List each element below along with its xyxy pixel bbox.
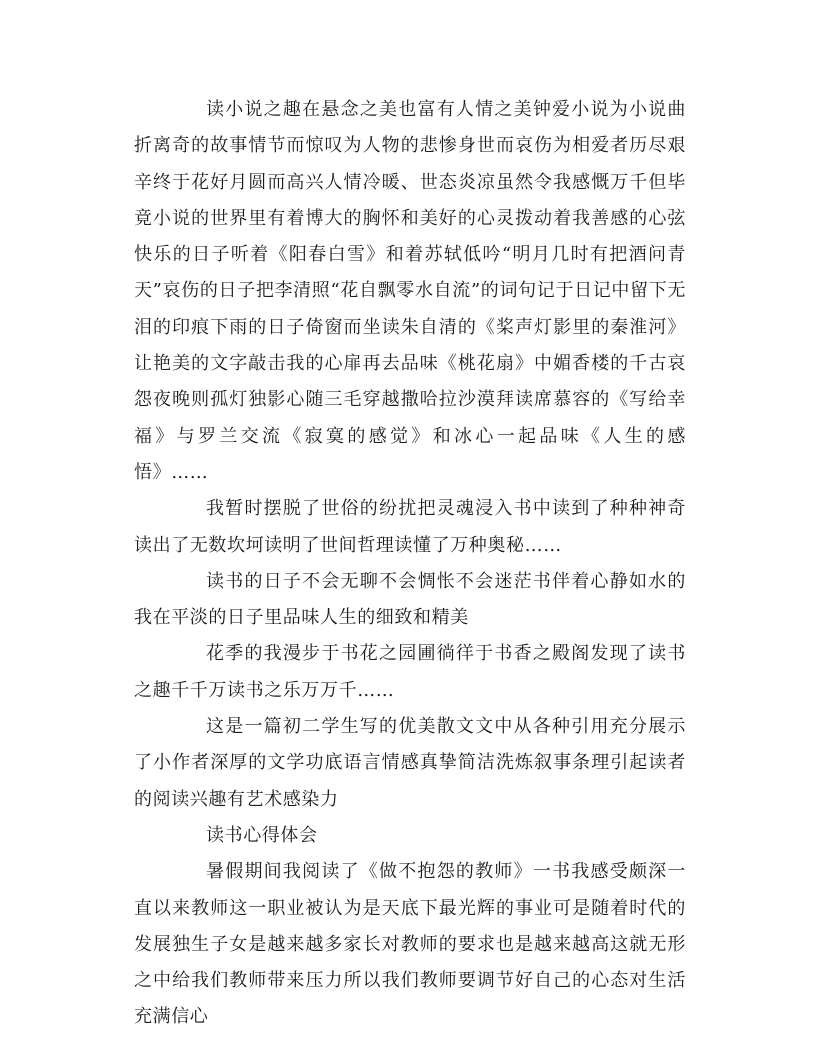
paragraph-reading-days: 读书的日子不会无聊不会惆怅不会迷茫书伴着心静如水的我在平淡的日子里品味人生的细致和精美 [134,570,686,629]
paragraph-teacher-book: 暑假期间我阅读了《做不抱怨的教师》一书我感受颇深一直以来教师这一职业被认为是天底下最光辉的事业可是随着时代的发展独生子女是越来越多家长对教师的要求也是越来越高这就无形之中给我们教师带来压力所以我们教师要调节好自己的心态对生活充满信心 [134,861,686,1028]
paragraph-commentary: 这是一篇初二学生写的优美散文文中从各种引用充分展示了小作者深厚的文学功底语言情感真挚简洁洗炼叙事条理引起读者的阅读兴趣有艺术感染力 [134,716,686,810]
paragraph-flower-season: 花季的我漫步于书花之园圃徜徉于书香之殿阁发现了读书之趣千千万读书之乐万万千…… [134,643,686,701]
document-body [134,92,686,1036]
section-heading: 读书心得体会 [206,824,318,846]
paragraph-escape-worldly: 我暂时摆脱了世俗的纷扰把灵魂浸入书中读到了种种神奇读出了无数坎坷读明了世间哲理读懂了万种奥秘…… [134,498,686,556]
paragraph-novel-reading: 读小说之趣在悬念之美也富有人情之美钟爱小说为小说曲折离奇的故事情节而惊叹为人物的悲惨身世而哀伤为相爱者历尽艰辛终于花好月圆而高兴人情冷暖、世态炎凉虽然令我感慨万千但毕竟小说的世界里有着博大的胸怀和美好的心灵拨动着我善感的心弦快乐的日子听着《阳春白雪》和着苏轼低吟“明月几时有把酒问青天”哀伤的日子把李清照“花自飘零水自流”的词句记于日记中留下无泪的印痕下雨的日子倚窗而坐读朱自清的《桨声灯影里的秦淮河》让艳美的文字敲击我的心扉再去品味《桃花扇》中媚香楼的千古哀怨夜晚则孤灯独影心随三毛穿越撒哈拉沙漠拜读席慕容的《写给幸福》与罗兰交流《寂寞的感觉》和冰心一起品味《人生的感悟》…… [134,99,687,483]
